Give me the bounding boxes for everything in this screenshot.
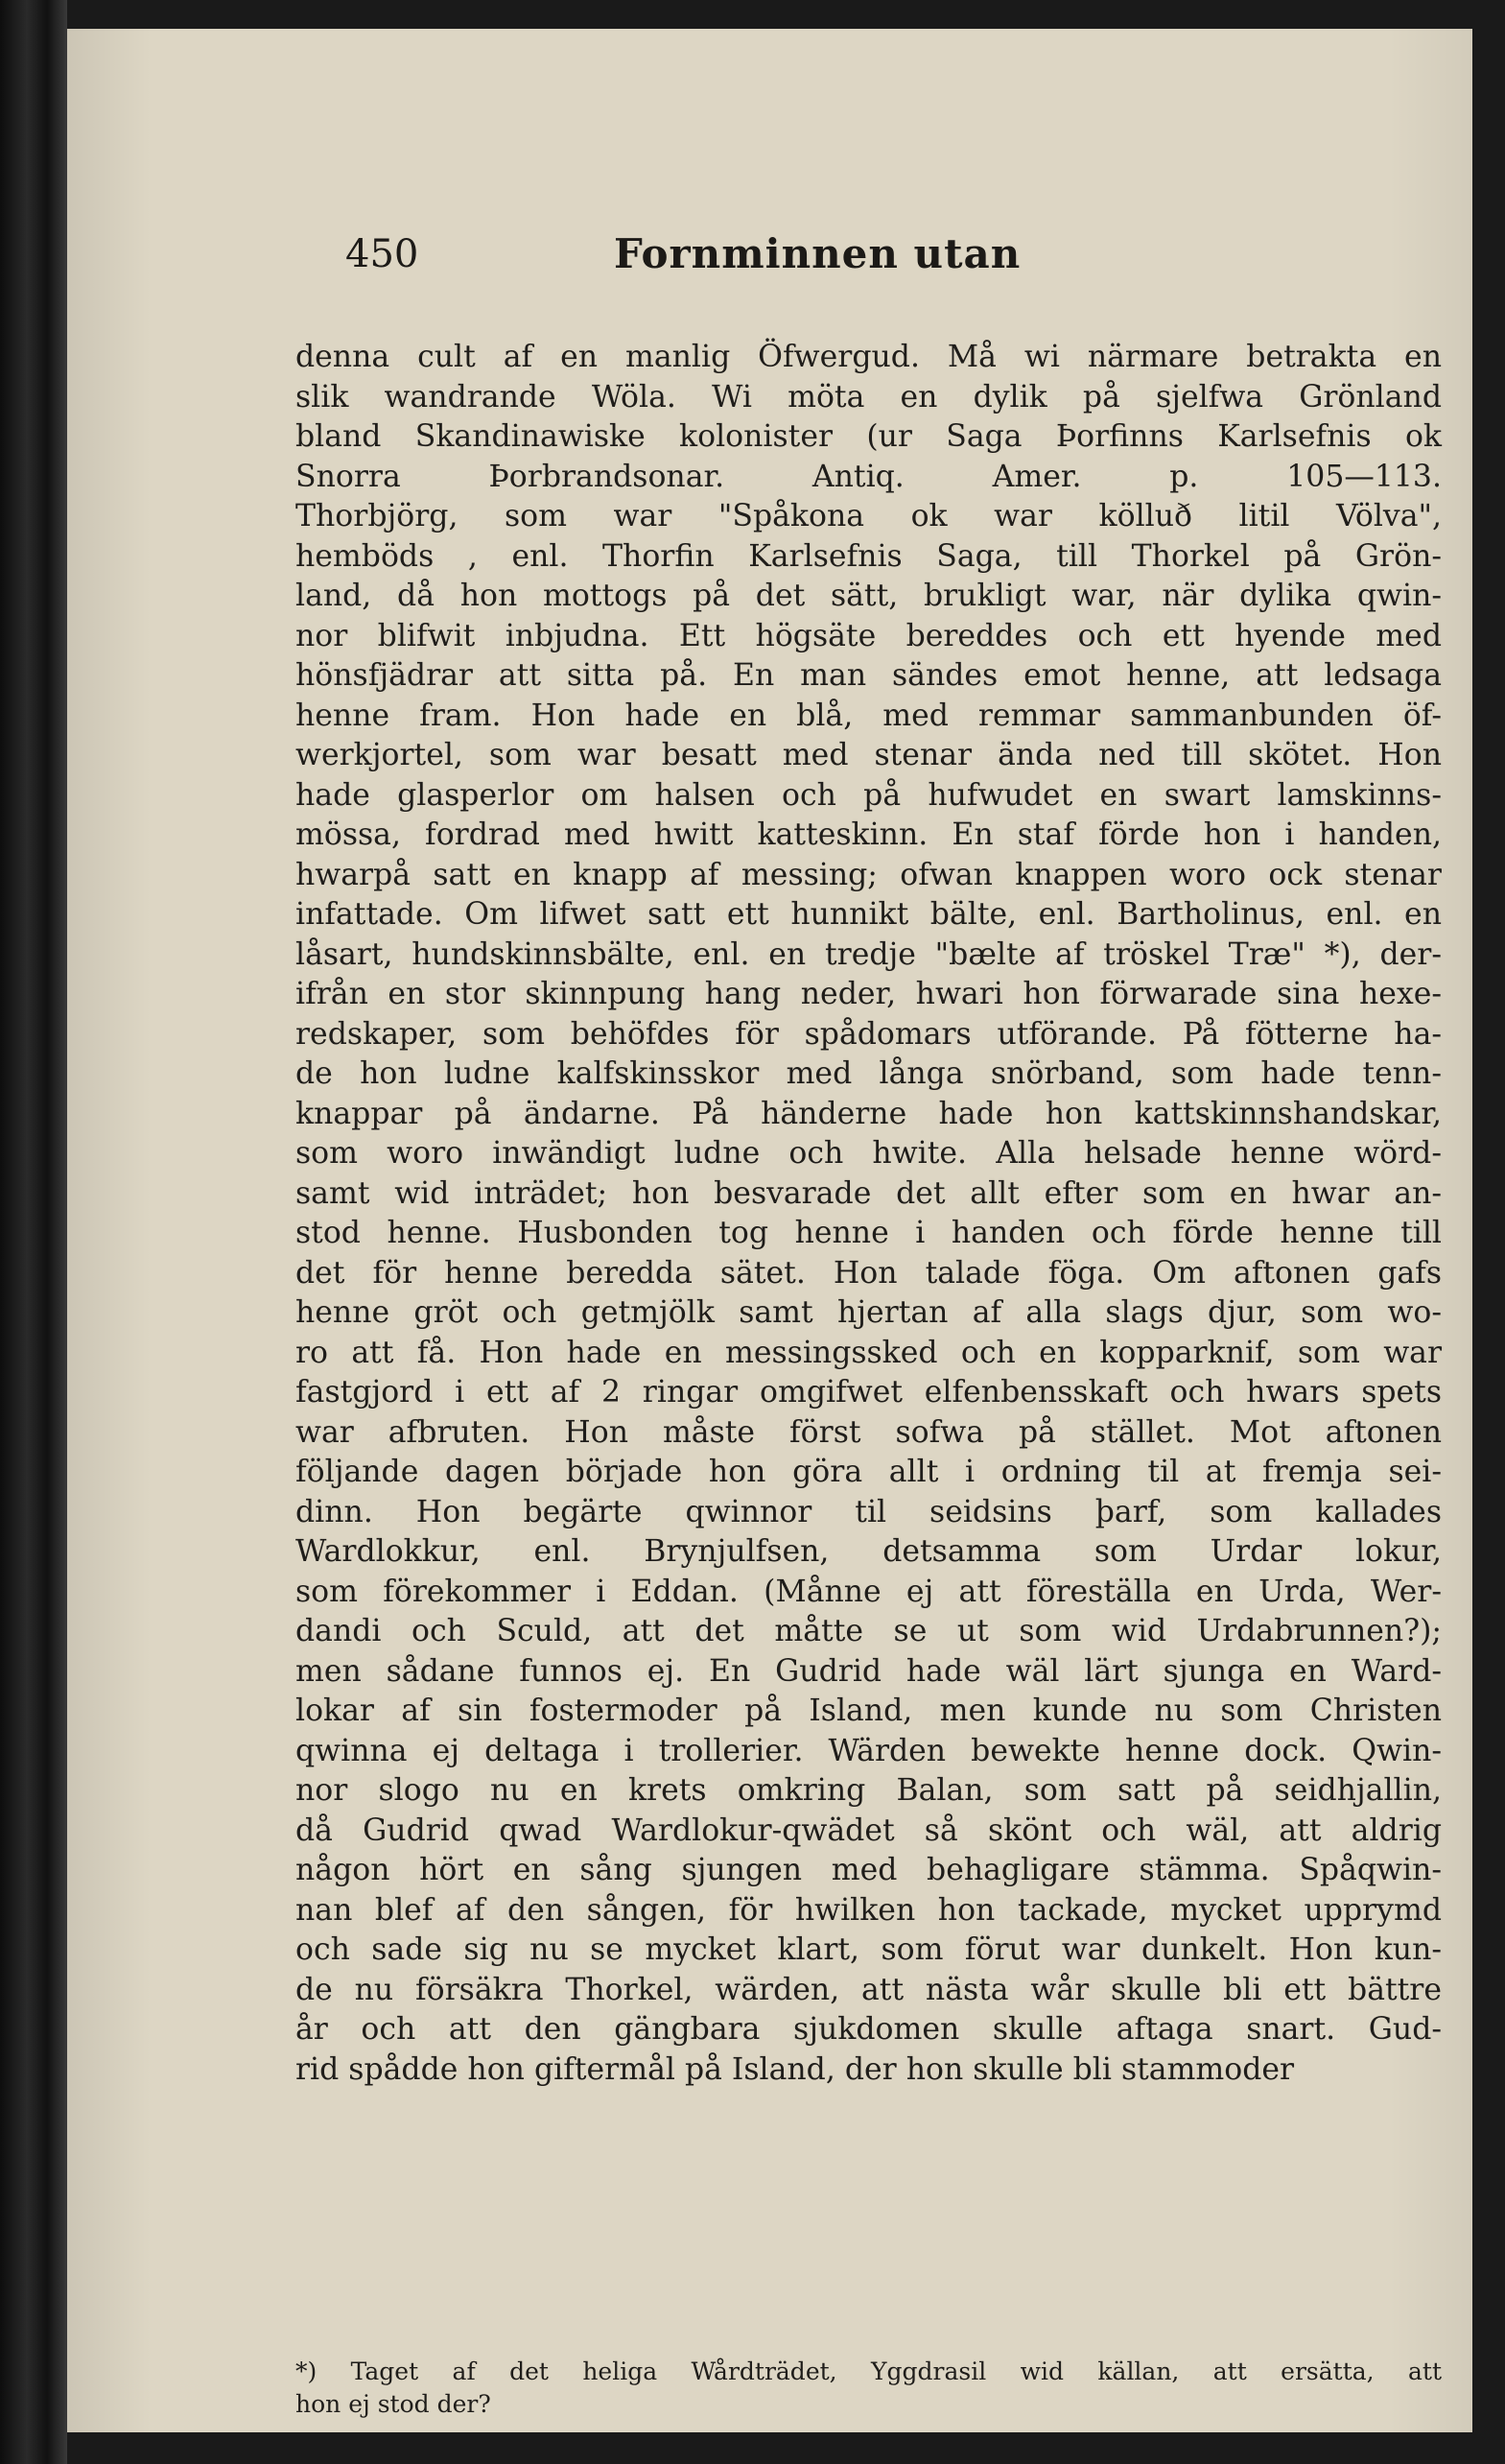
body-text — [295, 338, 1442, 2090]
footnote-line: *) Taget af det heliga Wårdträdet, Yggdrasil wid källan, att ersätta, att — [295, 2357, 1442, 2385]
text-line: som woro inwändigt ludne och hwite. Alla helsade henne wörd- — [295, 1136, 1442, 1171]
text-line: och sade sig nu se mycket klart, som förut war dunkelt. Hon kun- — [295, 1932, 1442, 1967]
text-line: dinn. Hon begärte qwinnor til seidsins þarf, som kallades — [295, 1494, 1442, 1529]
text-line: hade glasperlor om halsen och på hufwudet en swart lamskinns- — [295, 777, 1442, 813]
text-line: hönsfjädrar att sitta på. En man sändes emot henne, att ledsaga — [295, 658, 1442, 693]
text-line: henne fram. Hon hade en blå, med remmar sammanbunden öf- — [295, 698, 1442, 733]
text-line: samt wid inträdet; hon besvarade det allt efter som en hwar an- — [295, 1175, 1442, 1211]
text-line: qwinna ej deltaga i trollerier. Wärden bewekte henne dock. Qwin- — [295, 1733, 1442, 1768]
text-line: dandi och Sculd, att det måtte se ut som wid Urdabrunnen?); — [295, 1614, 1442, 1648]
running-title: Fornminnen utan — [614, 230, 1022, 277]
text-line: Thorbjörg, som war "Spåkona ok war kölluð litil Völva", — [295, 499, 1442, 533]
text-line: det för henne beredda sätet. Hon talade föga. Om aftonen gafs — [295, 1255, 1442, 1291]
text-line: rid spådde hon giftermål på Island, der hon skulle bli stammoder — [295, 2051, 1295, 2087]
footnote — [295, 2356, 1442, 2421]
text-line: ro att få. Hon hade en messingssked och en kopparknif, som war — [295, 1335, 1442, 1370]
text-line: slik wandrande Wöla. Wi möta en dylik på sjelfwa Grönland — [295, 379, 1442, 415]
footnote-line: hon ej stod der? — [295, 2390, 491, 2418]
text-line: de nu försäkra Thorkel, wärden, att nästa wår skulle bli ett bättre — [295, 1972, 1442, 2007]
text-line: Snorra Þorbrandsonar. Antiq. Amer. p. 105—113. — [295, 459, 1442, 494]
text-line: någon hört en sång sjungen med behagligare stämma. Spåqwin- — [295, 1853, 1442, 1887]
text-line: nor blifwit inbjudna. Ett högsäte bereddes och ett hyende med — [295, 618, 1442, 653]
text-line: som förekommer i Eddan. (Månne ej att föreställa en Urda, Wer- — [295, 1574, 1442, 1609]
text-line: fastgjord i ett af 2 ringar omgifwet elfenbensskaft och hwars spets — [295, 1375, 1442, 1410]
text-line: knappar på ändarne. På händerne hade hon kattskinnshandskar, — [295, 1096, 1442, 1131]
book-binding — [0, 0, 67, 2464]
text-line: de hon ludne kalfskinsskor med långa snörband, som hade tenn- — [295, 1056, 1442, 1091]
text-line: men sådane funnos ej. En Gudrid hade wäl lärt sjunga en Ward- — [295, 1653, 1442, 1689]
text-line: henne gröt och getmjölk samt hjertan af alla slags djur, som wo- — [295, 1295, 1442, 1330]
text-line: land, då hon mottogs på det sätt, brukligt war, när dylika qwin- — [295, 579, 1442, 613]
text-line: stod henne. Husbonden tog henne i handen och förde henne till — [295, 1216, 1442, 1250]
text-line: infattade. Om lifwet satt ett hunnikt bälte, enl. Bartholinus, enl. en — [295, 897, 1442, 932]
text-line: redskaper, som behöfdes för spådomars utförande. På fötterne ha- — [295, 1016, 1442, 1052]
text-line: följande dagen började hon göra allt i ordning til at fremja sei- — [295, 1455, 1442, 1489]
text-line: nan blef af den sången, för hwilken hon tackade, mycket upprymd — [295, 1892, 1442, 1928]
text-line: låsart, hundskinnsbälte, enl. en tredje "bælte af tröskel Træ" *), der- — [295, 936, 1442, 972]
text-line: år och att den gängbara sjukdomen skulle aftaga snart. Gud- — [295, 2012, 1442, 2047]
text-line: hemböds , enl. Thorfin Karlsefnis Saga, till Thorkel på Grön- — [295, 538, 1442, 574]
text-line: då Gudrid qwad Wardlokur-qwädet så skönt och wäl, att aldrig — [295, 1812, 1442, 1848]
text-line: hwarpå satt en knapp af messing; ofwan knappen woro ock stenar — [295, 857, 1442, 892]
book-page — [67, 29, 1472, 2432]
text-line: ifrån en stor skinnpung hang neder, hwari hon förwarade sina hexe- — [295, 977, 1442, 1011]
text-line: lokar af sin fostermoder på Island, men kunde nu som Christen — [295, 1694, 1442, 1728]
text-line: nor slogo nu en krets omkring Balan, som satt på seidhjallin, — [295, 1773, 1442, 1808]
text-line: mössa, fordrad med hwitt katteskinn. En staf förde hon i handen, — [295, 817, 1442, 852]
text-line: werkjortel, som war besatt med stenar ända ned till skötet. Hon — [295, 738, 1442, 772]
text-line: war afbruten. Hon måste först sofwa på stället. Mot aftonen — [295, 1414, 1442, 1450]
page-number: 450 — [345, 232, 419, 276]
text-line: Wardlokkur, enl. Brynjulfsen, detsamma som Urdar lokur, — [295, 1534, 1442, 1569]
text-line: bland Skandinawiske kolonister (ur Saga Þorfinns Karlsefnis ok — [295, 419, 1442, 454]
page-header — [345, 221, 1400, 288]
text-line: denna cult af en manlig Öfwergud. Må wi närmare betrakta en — [295, 340, 1442, 374]
